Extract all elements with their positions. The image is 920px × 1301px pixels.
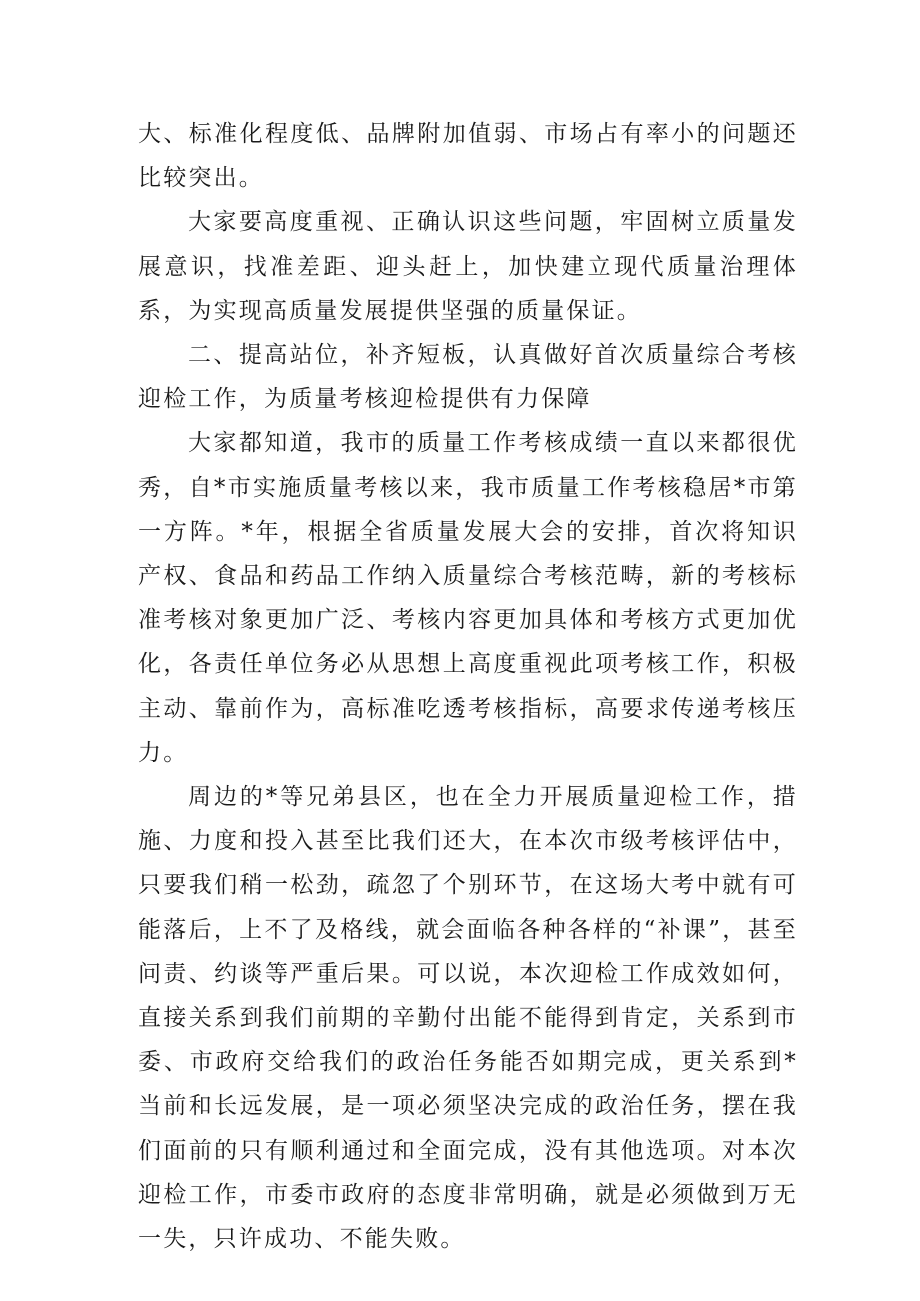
- paragraph-continuation: 大、标准化程度低、品牌附加值弱、市场占有率小的问题还比较突出。: [138, 121, 798, 192]
- paragraph-awareness: 大家要高度重视、正确认识这些问题，牢固树立质量发展意识，找准差距、迎头赶上，加快建立现代质量治理体系，为实现高质量发展提供坚强的质量保证。: [138, 209, 798, 324]
- paragraph-peer-competition: 周边的*等兄弟县区，也在全力开展质量迎检工作，措施、力度和投入甚至比我们还大，在本次市级考核评估中，只要我们稍一松劲，疏忽了个别环节，在这场大考中就有可能落后，上不了及格线，就会面临各种各样的“补课”，甚至问责、约谈等严重后果。可以说，本次迎检工作成效如何，直接关系到我们前期的辛勤付出能不能得到肯定，关系到市委、市政府交给我们的政治任务能否如期完成，更关系到*当前和长远发展，是一项必须坚决完成的政治任务，摆在我们面前的只有顺利通过和全面完成，没有其他选项。对本次迎检工作，市委市政府的态度非常明确，就是必须做到万无一失，只许成功、不能失败。: [138, 784, 798, 1253]
- document-body: [138, 112, 798, 1261]
- paragraph-assessment-record: 大家都知道，我市的质量工作考核成绩一直以来都很优秀，自*市实施质量考核以来，我市质量工作考核稳居*市第一方阵。*年，根据全省质量发展大会的安排，首次将知识产权、食品和药品工作纳入质量综合考核范畴，新的考核标准考核对象更加广泛、考核内容更加具体和考核方式更加优化，各责任单位务必从思想上高度重视此项考核工作，积极主动、靠前作为，高标准吃透考核指标，高要求传递考核压力。: [138, 430, 798, 766]
- section-heading-two: 二、提高站位，补齐短板，认真做好首次质量综合考核迎检工作，为质量考核迎检提供有力保障: [138, 342, 798, 413]
